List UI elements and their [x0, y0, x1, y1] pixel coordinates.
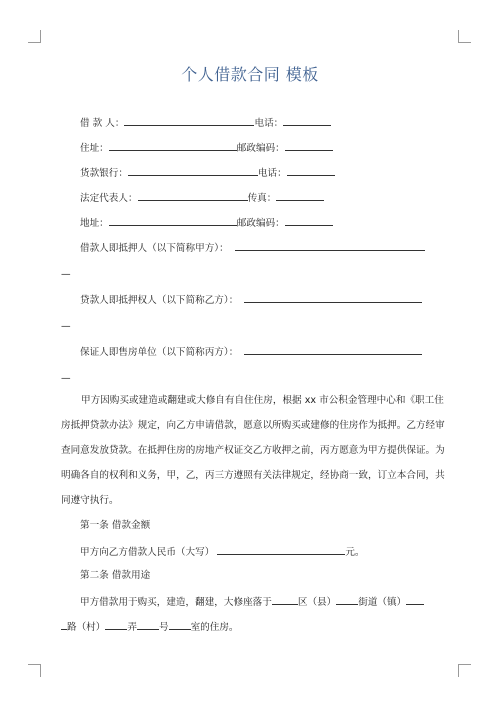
article2-text-road: 路（村）	[67, 622, 106, 633]
bank-phone-blank[interactable]	[287, 165, 335, 176]
legal-rep-label: 法定代表人：	[80, 193, 138, 204]
intro-paragraph: 甲方因购买或建造或翻建或大修自有自住住房，根据 xx 市公积金管理中心和《职工住房抵押贷款办法》规定，向乙方申请借款，愿意以所购买或建修的住房作为抵押。乙方经审查同意发放贷款。在抵押住房的房地产权证交乙方收押之前，丙方愿意为甲方提供保证。为明确各自的权利和义务，甲，乙，丙三方遵照有关法律规定，经协商一致，订立本合同，共同遵守执行。	[61, 395, 445, 506]
party-a-dash: —	[61, 269, 71, 280]
party-a-row	[80, 240, 425, 256]
party-b-label: 贷款人即抵押权人（以下简称乙方）：	[80, 295, 239, 306]
party-b-blank[interactable]	[244, 292, 422, 303]
party-c-blank[interactable]	[244, 344, 422, 355]
article2-text-c: 街道（镇）	[358, 597, 407, 608]
party-b-row	[80, 292, 422, 308]
crop-mark-top-left	[28, 30, 41, 43]
bank-row	[80, 165, 335, 181]
address-row	[80, 140, 333, 156]
bank-label: 货款银行：	[80, 168, 128, 179]
bank-blank[interactable]	[128, 165, 258, 176]
address-label: 住址：	[80, 143, 109, 154]
article1-row	[80, 544, 365, 560]
road-blank-start[interactable]	[406, 594, 424, 605]
party-c-row	[80, 344, 422, 360]
postcode-label: 邮政编码：	[236, 143, 285, 154]
article1-heading: 第一条 借款金额	[80, 520, 151, 531]
article2-text-a: 甲方借款用于购买，建造，翻建，大修座落于	[80, 597, 272, 608]
party-a-label: 借款人即抵押人（以下简称甲方）：	[80, 243, 229, 254]
party-c-label: 保证人即售房单位（以下简称丙方）：	[80, 347, 239, 358]
crop-mark-bottom-right	[458, 664, 471, 677]
article2-text-b: 区（县）	[297, 597, 337, 608]
phone-blank[interactable]	[283, 115, 331, 126]
article1-unit: 元。	[345, 547, 365, 558]
address2-row	[80, 215, 333, 231]
postcode-blank[interactable]	[285, 140, 333, 151]
postcode2-label: 邮政编码：	[236, 218, 285, 229]
bank-phone-label: 电话：	[257, 168, 287, 179]
article2-text-number: 号	[158, 622, 169, 633]
address2-label: 地址：	[80, 218, 109, 229]
party-a-blank[interactable]	[235, 240, 425, 251]
postcode2-blank[interactable]	[285, 215, 333, 226]
fax-blank[interactable]	[276, 190, 324, 201]
party-c-dash: —	[61, 373, 71, 384]
street-blank[interactable]	[336, 594, 358, 605]
fax-label: 传真：	[247, 193, 277, 204]
article2-row2	[61, 619, 239, 635]
crop-mark-bottom-left	[28, 664, 41, 677]
article1-text: 甲方向乙方借款人民币（大写）	[80, 547, 215, 558]
legal-rep-row	[80, 190, 324, 206]
legal-rep-blank[interactable]	[138, 190, 248, 201]
crop-mark-top-right	[458, 30, 471, 43]
article2-text-lane: 弄	[127, 622, 137, 633]
address-blank[interactable]	[109, 140, 237, 151]
article2-row1	[80, 594, 424, 610]
document-title: 个人借款合同 模板	[181, 65, 319, 84]
party-b-dash: —	[61, 321, 71, 332]
article2-heading: 第二条 借款用途	[80, 570, 151, 581]
phone-label: 电话：	[254, 118, 284, 129]
borrower-row	[80, 115, 331, 131]
borrower-label: 借 款 人：	[80, 118, 125, 129]
lane-blank[interactable]	[105, 619, 127, 630]
number-blank[interactable]	[137, 619, 159, 630]
room-blank[interactable]	[169, 619, 191, 630]
amount-blank[interactable]	[217, 544, 345, 555]
borrower-blank[interactable]	[124, 115, 254, 126]
address2-blank[interactable]	[109, 215, 237, 226]
district-blank[interactable]	[272, 594, 298, 605]
article2-text-room: 室的住房。	[190, 622, 239, 633]
